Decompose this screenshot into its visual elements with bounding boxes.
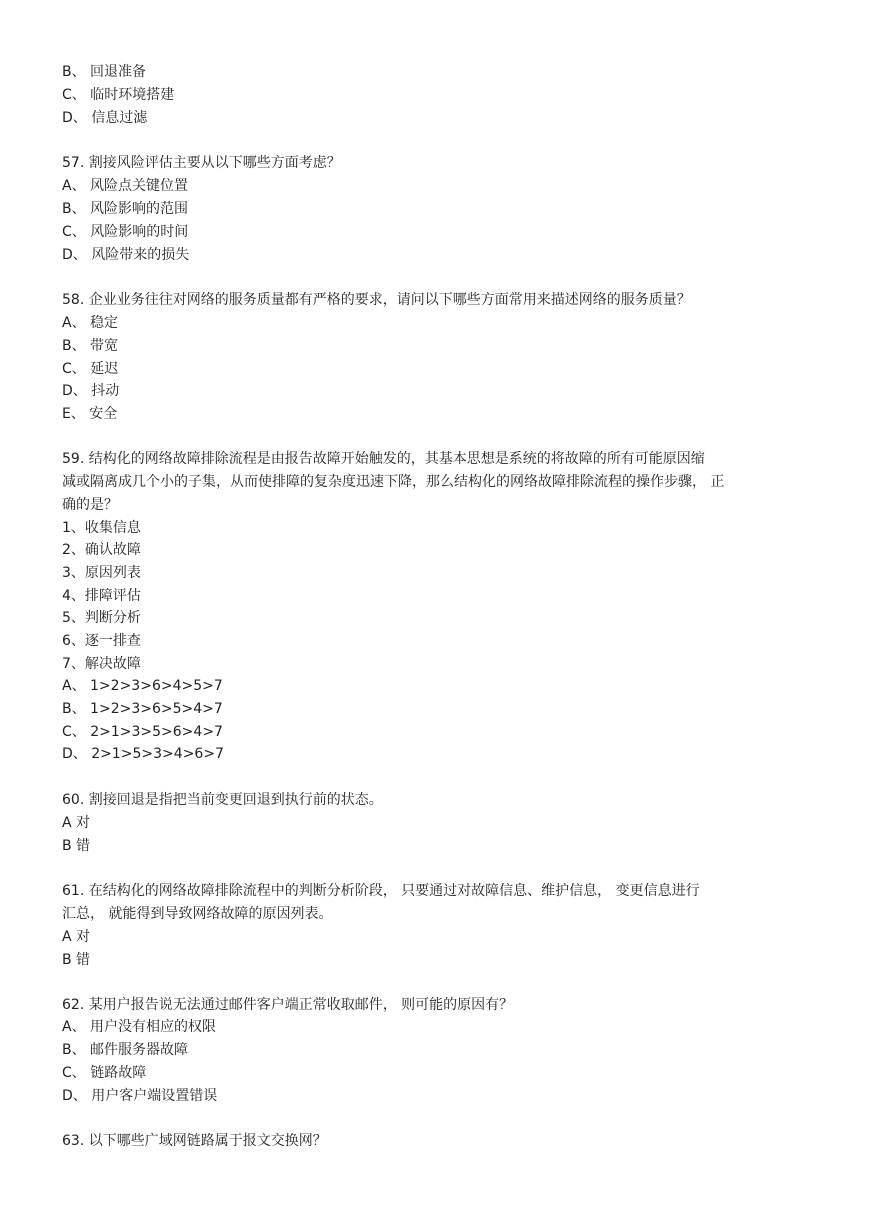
text-line: 减或隔离成几个小的子集，从而使排障的复杂度迅速下降，那么结构化的网络故障排除流程的操作步骤， 正 bbox=[62, 474, 725, 490]
text-line: D、 抖动 bbox=[62, 383, 120, 399]
text-line: 3、原因列表 bbox=[62, 565, 141, 581]
text-line: 确的是？ bbox=[62, 497, 118, 513]
text-line: 6、逐一排查 bbox=[62, 633, 141, 649]
text-line: 2、确认故障 bbox=[62, 542, 141, 558]
text-line: B、 回退准备 bbox=[62, 64, 147, 80]
text-line: D、 风险带来的损失 bbox=[62, 247, 190, 263]
text-line: A 对 bbox=[62, 815, 91, 831]
text-line: D、 用户客户端设置错误 bbox=[62, 1088, 218, 1104]
text-line: B、 带宽 bbox=[62, 338, 119, 354]
text-line: 1、收集信息 bbox=[62, 520, 141, 536]
text-line: B、 邮件服务器故障 bbox=[62, 1042, 189, 1058]
text-line: B、 风险影响的范围 bbox=[62, 201, 189, 217]
text-line: C、 延迟 bbox=[62, 361, 119, 377]
text-line: 63. 以下哪些广域网链路属于报文交换网？ bbox=[62, 1133, 327, 1149]
text-line: E、 安全 bbox=[62, 406, 118, 422]
text-line: 汇总， 就能得到导致网络故障的原因列表。 bbox=[62, 906, 333, 922]
text-line: 59. 结构化的网络故障排除流程是由报告故障开始触发的，其基本思想是系统的将故障的所有可能原因缩 bbox=[62, 451, 705, 467]
text-line: C、 2>1>3>5>6>4>7 bbox=[62, 724, 223, 740]
text-line: A、 用户没有相应的权限 bbox=[62, 1019, 217, 1035]
text-line: 5、判断分析 bbox=[62, 610, 141, 626]
text-line: A 对 bbox=[62, 929, 91, 945]
text-line: 57. 割接风险评估主要从以下哪些方面考虑？ bbox=[62, 155, 341, 171]
text-line: A、 1>2>3>6>4>5>7 bbox=[62, 678, 223, 694]
text-line: B、 1>2>3>6>5>4>7 bbox=[62, 701, 223, 717]
text-line: D、 信息过滤 bbox=[62, 110, 148, 126]
text-line: 58. 企业业务往往对网络的服务质量都有严格的要求，请问以下哪些方面常用来描述网络的服务质量？ bbox=[62, 292, 691, 308]
text-line: C、 风险影响的时间 bbox=[62, 224, 189, 240]
text-line: C、 临时环境搭建 bbox=[62, 87, 175, 103]
text-line: 4、排障评估 bbox=[62, 588, 141, 604]
text-line: C、 链路故障 bbox=[62, 1065, 147, 1081]
text-line: A、 风险点关键位置 bbox=[62, 178, 189, 194]
text-line: B 错 bbox=[62, 838, 91, 854]
text-line: 60. 割接回退是指把当前变更回退到执行前的状态。 bbox=[62, 792, 383, 808]
text-line: D、 2>1>5>3>4>6>7 bbox=[62, 746, 224, 762]
text-line: B 错 bbox=[62, 952, 91, 968]
text-line: 7、解决故障 bbox=[62, 656, 141, 672]
text-line: A、 稳定 bbox=[62, 315, 119, 331]
text-line: 62. 某用户报告说无法通过邮件客户端正常收取邮件， 则可能的原因有？ bbox=[62, 997, 514, 1013]
text-line: 61. 在结构化的网络故障排除流程中的判断分析阶段， 只要通过对故障信息、维护信息， 变更信息进行 bbox=[62, 883, 700, 899]
